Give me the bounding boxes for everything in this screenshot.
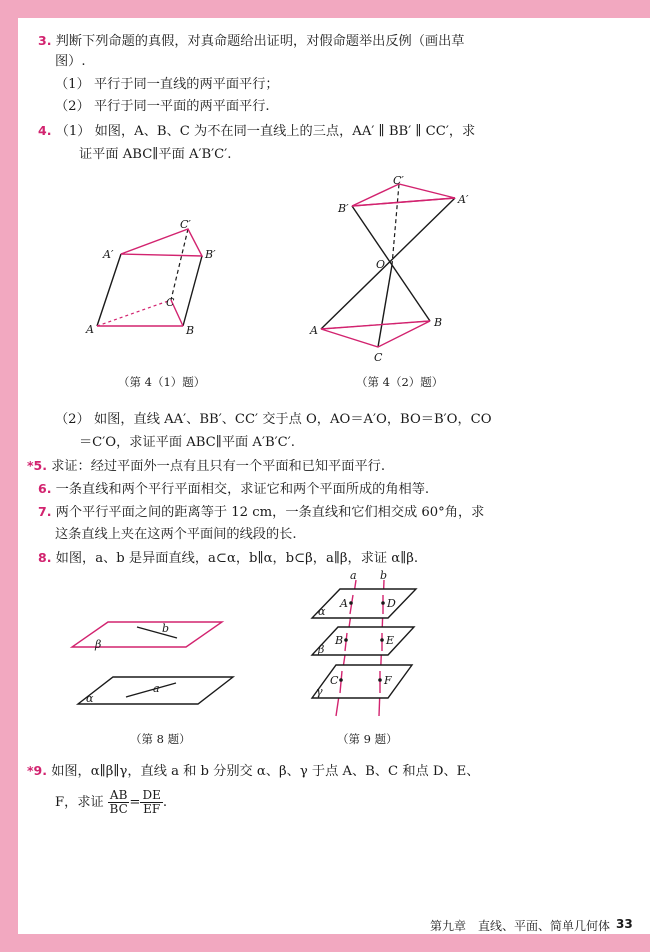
problem-3-text-2: 图）. — [55, 54, 86, 69]
problem-4-part-2-text-2: ＝C′O，求证平面 ABC∥平面 A′B′C′. — [79, 435, 295, 450]
fraction-de-ef — [140, 789, 162, 816]
fig8-label-a: a — [153, 682, 160, 695]
problem-5-number: *5. — [27, 458, 47, 473]
problem-4-part-2-text-1: （2） 如图，直线 AA′、BB′、CC′ 交于点 O，AO＝A′O，BO＝B′O，CO — [55, 412, 492, 427]
problem-8-number: 8. — [38, 550, 52, 565]
fig8-label-alpha: α — [86, 692, 94, 705]
fig9-label-B: B — [335, 634, 344, 647]
problem-3-sub-1: （1） 平行于同一直线的两平面平行； — [55, 77, 279, 92]
fig9-label-D: D — [387, 597, 396, 610]
fraction-ef-denominator: EF — [143, 802, 161, 816]
fig9-label-F: F — [384, 674, 392, 687]
fig9-label-A: A — [340, 597, 348, 610]
fig41-label-Cp: C′ — [180, 218, 191, 231]
figure-4-1-caption: （第 4（1）题） — [118, 375, 206, 389]
problem-9-end: . — [162, 795, 168, 810]
problem-5-text: 求证：经过平面外一点有且只有一个平面和已知平面平行. — [51, 459, 386, 474]
fraction-bc-denominator: BC — [109, 802, 128, 816]
fraction-ab-bc — [108, 789, 129, 816]
problem-4-text-1: （1） 如图，A、B、C 为不在同一直线上的三点，AA′ ∥ BB′ ∥ CC′，求 — [55, 124, 476, 139]
fig9-label-E: E — [386, 634, 395, 647]
problem-7-number: 7. — [38, 504, 52, 519]
figure-8-caption: （第 8 题） — [130, 732, 191, 746]
fig9-label-beta: β — [318, 643, 325, 656]
problem-4-text-2: 证平面 ABC∥平面 A′B′C′. — [79, 147, 232, 162]
problem-9-text-1: 如图，α∥β∥γ，直线 a 和 b 分别交 α、β、γ 于点 A、B、C 和点 D、E、 — [51, 764, 480, 779]
fig42-label-C: C — [374, 351, 383, 364]
fig42-label-Ap: A′ — [458, 193, 469, 206]
problem-7-text-2: 这条直线上夹在这两个平面间的线段的长. — [55, 527, 297, 542]
fig41-label-Ap: A′ — [103, 248, 114, 261]
problem-9-number: *9. — [27, 763, 47, 778]
fig41-label-B: B — [186, 324, 195, 337]
fig9-label-a: a — [350, 569, 357, 582]
problem-9-line-2 — [55, 789, 167, 817]
fig9-label-gamma: γ — [316, 685, 323, 698]
fig9-label-alpha: α — [318, 605, 326, 618]
problem-4-number: 4. — [38, 123, 52, 138]
fig8-label-beta: β — [95, 638, 102, 651]
fig9-label-C: C — [330, 674, 339, 687]
problem-8-text: 如图，a、b 是异面直线，a⊂α，b∥α，b⊂β，a∥β，求证 α∥β. — [55, 551, 419, 566]
problem-6-number: 6. — [38, 481, 52, 496]
page-number: 33 — [616, 917, 633, 931]
fig42-label-A: A — [310, 324, 318, 337]
fig8-label-b: b — [162, 622, 170, 635]
footer-chapter-title: 第九章 直线、平面、简单几何体 — [430, 919, 611, 933]
problem-7-text-1: 两个平行平面之间的距离等于 12 cm，一条直线和它们相交成 60°角，求 — [55, 505, 485, 520]
fig41-label-Bp: B′ — [205, 248, 216, 261]
bottom-border-band — [0, 934, 650, 952]
fraction-ab-numerator: AB — [109, 788, 128, 802]
fig42-label-B: B — [434, 316, 443, 329]
fig42-label-Cp: C′ — [393, 174, 404, 187]
figure-9-caption: （第 9 题） — [337, 732, 398, 746]
fig42-label-O: O — [376, 258, 386, 271]
problem-9-text-prefix: F，求证 — [55, 795, 104, 810]
fig41-label-A: A — [86, 323, 94, 336]
fig42-label-Bp: B′ — [338, 202, 349, 215]
equals-sign: = — [129, 795, 141, 810]
fig41-label-C: C — [166, 296, 175, 309]
problem-9-line-1 — [27, 762, 479, 781]
problem-3-text-1: 判断下列命题的真假，对真命题给出证明，对假命题举出反例（画出草 — [55, 34, 465, 49]
figure-4-2-caption: （第 4（2）题） — [356, 375, 444, 389]
fig9-label-b: b — [380, 569, 388, 582]
problem-3-sub-2: （2） 平行于同一平面的两平面平行. — [55, 99, 270, 114]
problem-3-number: 3. — [38, 33, 52, 48]
fraction-de-numerator: DE — [142, 788, 161, 802]
problem-6-text: 一条直线和两个平行平面相交，求证它和两个平面所成的角相等. — [55, 482, 430, 497]
